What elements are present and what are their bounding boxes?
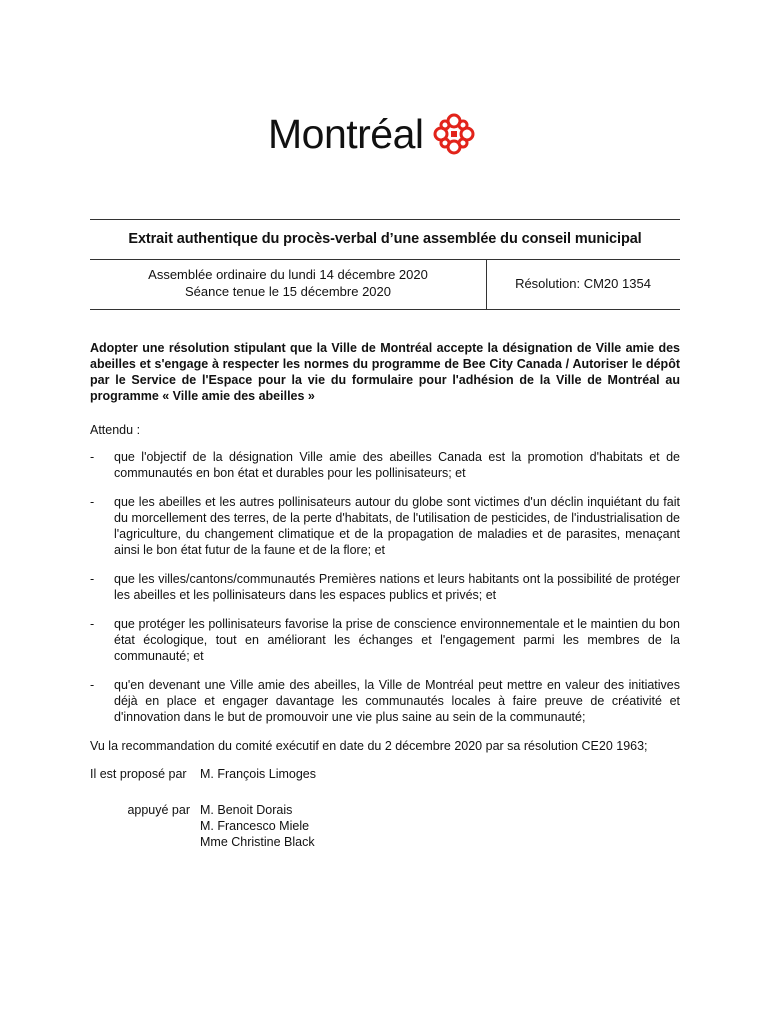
document-body [90,340,680,850]
proposer-name: M. François Limoges [200,767,317,781]
proposed-by-row [90,766,680,782]
list-dash: - [90,450,95,464]
list-item [90,494,680,558]
list-item-text: que l'objectif de la désignation Ville amie des abeilles Canada est la promotion d'habitats et de communautés en bon état et durables pour les pollinisateurs; et [114,450,680,480]
list-item-text: que les abeilles et les autres pollinisateurs autour du globe sont victimes d'un déclin inquiétant du fait du morcellement des terres, de la perte d'habitats, de l'utilisation de pesticides, de l'industrialisation de l'agriculture, du changement climatique et de la propagation de maladies et de parasites, menaçant ainsi le bon état futur de la faune et de la flore; et [114,495,680,557]
document-heading: Extrait authentique du procès-verbal d’une assemblée du conseil municipal [128,231,642,247]
list-dash: - [90,572,95,586]
meeting-info [90,266,486,300]
list-dash: - [90,495,95,509]
seconded-label: appuyé par [127,803,190,817]
meeting-line-1: Assemblée ordinaire du lundi 14 décembre 2020 [148,267,428,282]
heading-rule [90,259,680,260]
logo-wordmark: Montréal [268,110,424,157]
seconder-names [200,802,315,850]
meeting-line-2: Séance tenue le 15 décembre 2020 [185,284,391,299]
seconder-name: Mme Christine Black [200,835,315,849]
seconded-by-row [90,802,680,850]
info-rule [90,309,680,310]
list-item [90,571,680,603]
attendu-label: Attendu : [90,423,141,437]
montreal-logo [268,106,508,162]
montreal-rosette-icon [430,110,478,158]
recommendation-text: Vu la recommandation du comité exécutif en date du 2 décembre 2020 par sa résolution CE20 1963; [90,739,648,753]
resolution-number: Résolution: CM20 1354 [515,276,651,291]
list-item-text: qu'en devenant une Ville amie des abeilles, la Ville de Montréal peut mettre en valeur des initiatives déjà en place et engager davantage les communautés locales à faire preuve de créativité et d'innovation dans le but de promouvoir une vie plus saine au sein de la communauté; [114,678,680,724]
list-dash: - [90,617,95,631]
list-dash: - [90,678,95,692]
list-item [90,449,680,481]
proposed-label: Il est proposé par [90,767,187,781]
seconder-name: M. Francesco Miele [200,819,310,833]
top-rule [90,219,680,220]
list-item [90,616,680,664]
seconder-name: M. Benoit Dorais [200,803,293,817]
list-item-text: que protéger les pollinisateurs favorise la prise de conscience environnementale et le maintien du bon état écologique, tout en améliorant les échanges et l'engagement parmi les membres de la communauté; et [114,617,680,663]
resolution-title: Adopter une résolution stipulant que la Ville de Montréal accepte la désignation de Ville amie des abeilles et s'engage à respecter les normes du programme de Bee City Canada / Autoriser le dépôt par le Service de l'Espace pour la vie du formulaire pour l'adhésion de la Ville de Montréal au programme « Ville amie des abeilles » [90,341,680,403]
list-item-text: que les villes/cantons/communautés Premières nations et leurs habitants ont la possibilité de protéger les abeilles et les pollinisateurs dans les espaces publics et privés; et [114,572,680,602]
list-item [90,677,680,725]
considerations-list [90,449,680,725]
